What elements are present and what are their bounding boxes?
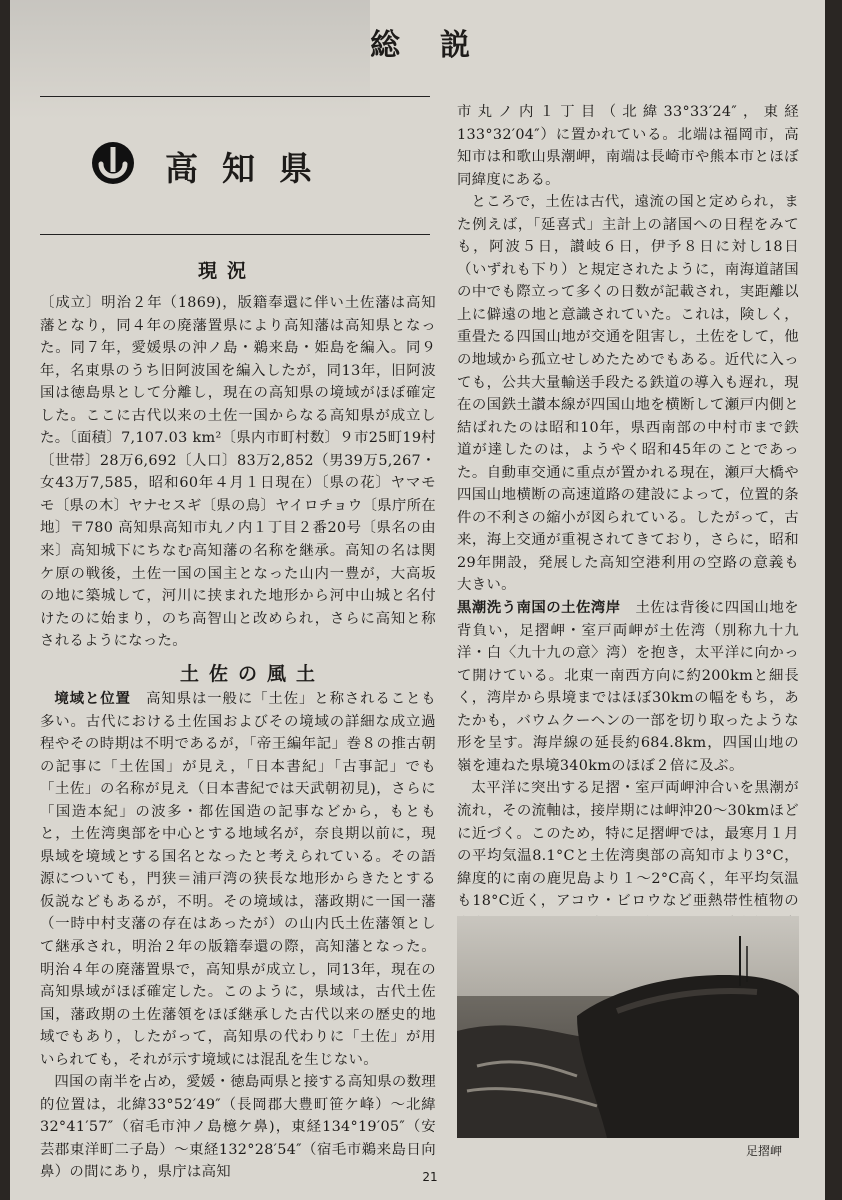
paragraph-overview: 〔成立〕明治２年（1869)，版籍奉還に伴い土佐藩は高知藩となり，同４年の廃藩置県により高知藩は高知県となった。同７年，愛媛県の沖ノ島・鵜来島・姫島を編入。同９年，名東県のうち旧阿波国を編入したが，同13年，旧阿波国は徳島県として分離し，現在の高知県の境域がほぼ確定した。ここに古代以来の土佐一国からなる高知県が成立した。〔面積〕7,107.03 km²〔県内市町村数〕９市25町19村〔世帯〕28万6,692〔人口〕83万2,852（男39万5,267・女43万7,585，昭和60年４月１日現在）〔県の花〕ヤマモモ〔県の木〕ヤナセスギ〔県の鳥〕ヤイロチョウ〔県庁所在地〕〒780 高知県高知市丸ノ内１丁目２番20号〔県名の由来〕高知城下にちなむ高知藩の名称を継承。高知の名は関ケ原の戦後，土佐一国の国主となった山内一豊が，大高坂の地に築城して，河川に挟まれた地形から河中山城と名付けたのに始まり，のち高智山と改められ，さらに高知と称されるようになった。 [40,295,436,650]
right-column [457,101,799,1048]
paragraph-bay [457,597,799,777]
left-column-bottom [40,688,436,1184]
subheading-bay: 黒潮洗う南国の土佐湾岸 [457,600,621,617]
photo-caption: 足摺岬 [746,1144,783,1158]
paragraph-bay-text: 土佐は背後に四国山地を背負い，足摺岬・室戸両岬が土佐湾（別称九十九洋・白〈九十九の意〉湾）を抱き，太平洋に向かって開けている。北東一南西方向に約200kmと細長く，湾岸から県境まではほぼ30kmの幅をもち，あたかも，バウムクーヘンの一部を切り取ったような形を呈す。海岸線の延長約684.8km，四国山地の嶺を連ねた県境340kmのほぼ２倍に及ぶ。 [457,600,799,774]
prefecture-title: 高知県 [165,149,336,188]
title-bottom-rule [40,234,430,235]
section-title: 総説 [370,28,510,63]
page-number: 21 [422,1170,438,1184]
paragraph-climate: 太平洋に突出する足摺・室戸両岬沖合いを黒潮が流れ，その流軸は，接岸期には岬沖20～30kmほどに近づく。このため，特に足摺岬では，最寒月１月の平均気温8.1°Cと土佐湾奥部の高知市より3°C，緯度的に南の鹿児島より１～2°C高く，年平均気温も18°C近く，アコウ・ビロウなど亜熱帯性植物の [457,780,799,910]
paragraph-coordinates: 四国の南半を占め，愛媛・徳島両県と接する高知県の数理的位置は，北緯33°52′49″（長岡郡大豊町笹ケ峰）～北緯32°41′57″（宿毛市沖ノ島檍ケ鼻)，東経134°19′05″（安芸郡東洋町二子島）～東経132°28′54″（宿毛市鵜来島日向鼻）の間にあり，県庁は高知 [40,1074,436,1181]
top-rule [40,96,430,97]
bleed-through-shadow [10,0,370,120]
paragraph-position-text: 高知県は一般に「土佐」と称されることも多い。古代における土佐国およびその境域の詳細な成立過程やその時期は不明であるが，「帝王編年記」巻８の推古朝の記事に「土佐国」が見え，「日本書紀」「古事記」でも「土佐」の名称が見え（日本書紀では天武朝初見)，さらに「国造本紀」の波多・都佐国造の記事などから，もともと，土佐湾奥部を中心とする地域名が，奈良期以前に，現県域を境域とする国名となったと考えられている。その語源についても，門狭＝浦戸湾の狭長な地形からきたとする仮説などもあるが，不明。その境域は，藩政期に一国一藩（一時中村支藩の存在はあったが）の山内氏土佐藩領として継承され，明治２年の版籍奉還の際，高知藩となった。明治４年の廃藩置県で，高知県が成立し，同13年，現在の高知県域がほぼ確定した。このように，県域は，古代土佐国，藩政期の土佐藩領をほぼ継承した古代以来の歴史的地域でもあり，したがって，高知県の代わりに「土佐」が用いられても，それが示す境域には混乱を生じない。 [40,691,436,1068]
paragraph-location: 市丸ノ内１丁目（北緯33°33′24″，東経133°32′04″）に置かれている。北端は福岡市，高知市は和歌山県潮岬，南端は長崎市や熊本市とほぼ同緯度にある。 [457,104,799,188]
paragraph-position [40,688,436,1071]
kochi-prefecture-emblem-icon [90,140,136,186]
subheading-position: 境域と位置 [54,691,131,707]
left-column-top [40,292,436,653]
book-page [10,0,825,1200]
heading-current-status: 現況 [198,260,257,282]
paragraph-history: ところで，土佐は古代，遠流の国と定められ，また例えば，「延喜式」主計上の諸国への日程をみても，阿波５日，讃岐６日，伊予８日に対し18日（いずれも下り）と規定されたように，南海道諸国の中でも際立って多くの日数が記載され，実距離以上に僻遠の地と意識されていた。これは，険しく，重畳たる四国山地が交通を阻害し，土佐をして，他の地域から孤立せしめたためでもある。近代に入っても，公共大量輸送手段たる鉄道の導入も遅れ，現在の国鉄土讃本線が四国山地を横断して瀬戸内側と結ばれたのは昭和10年，県西南部の中村市まで鉄道が達したのは，ようやく昭和45年のことであった。自動車交通に重点が置かれる現在，瀬戸大橋や四国山地横断の高速道路の建設によって，位置的条件の不利さの縮小が図られている。したがって，古来，海上交通が重視されてきており，さらに，昭和29年開設，発展した高知空港利用の空路の意義も大きい。 [457,194,799,594]
cape-photo-illustration [457,916,799,1138]
heading-tosa-climate: 土佐の風土 [180,663,326,685]
cape-ashizuri-photo [457,916,799,1138]
